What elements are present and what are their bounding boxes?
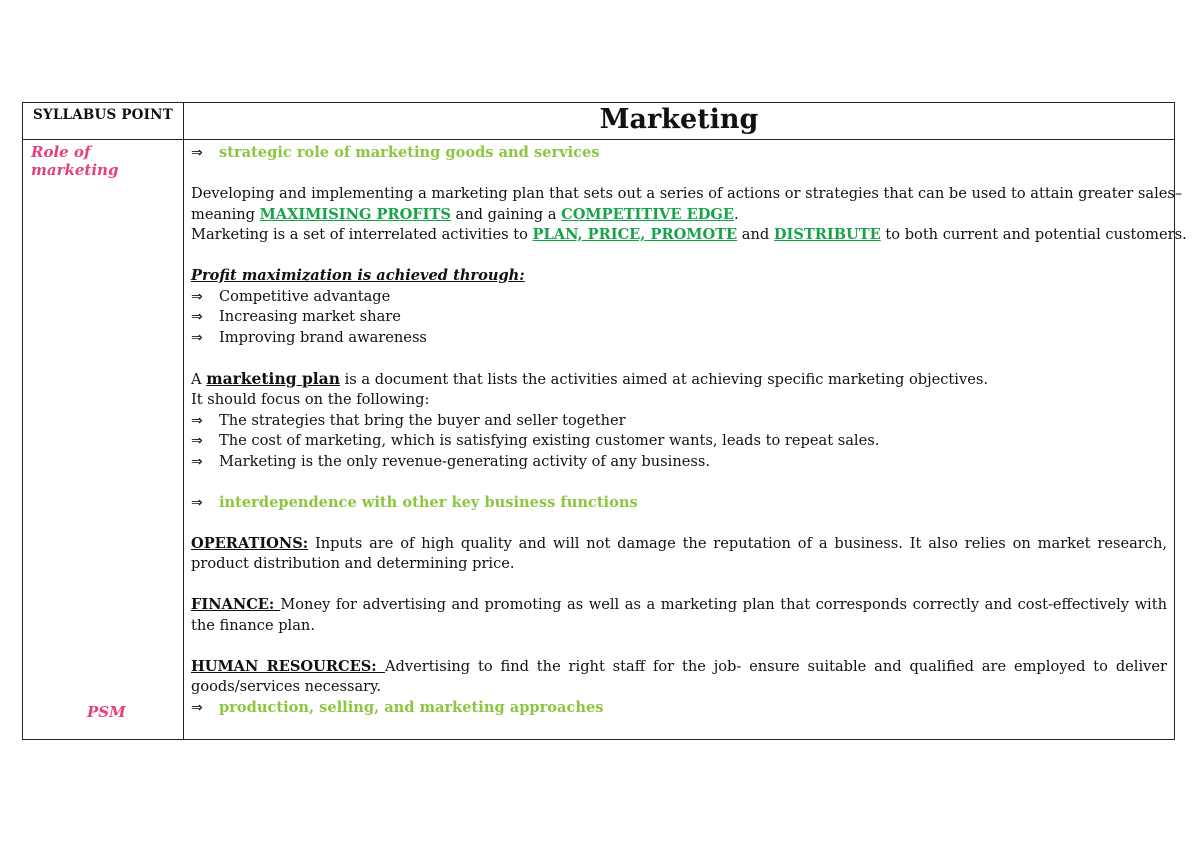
human-resources-label: HUMAN RESOURCES: [191,657,385,675]
paragraph-line [191,225,1187,246]
arrow-icon: ⇒ [191,453,203,470]
syllabus-point-header: SYLLABUS POINT [23,103,184,140]
operations-text: Inputs are of high quality and will not damage the reputation of a business. It also relies on market research, product distribution and determining price. [191,534,1167,572]
paragraph-line: Developing and implementing a marketing plan that sets out a series of actions or strategies that can be used to attain greater sales– [191,185,1183,202]
section-heading-approaches [191,698,1167,719]
list-item [191,452,1167,473]
list-item [191,287,1167,308]
arrow-icon: ⇒ [191,433,203,449]
list-item-text: The strategies that bring the buyer and seller together [219,411,626,429]
content-row [23,140,1175,740]
section-heading-text: interdependence with other key business functions [219,493,638,511]
finance-text: Money for advertising and promoting as well as a marketing plan that corresponds correctly and cost-effectively with the finance plan. [191,596,1167,634]
text-span: is a document that lists the activities aimed at achieving specific marketing objectives. [340,370,988,388]
list-item [191,411,1167,432]
arrow-icon: ⇒ [191,699,203,716]
finance-label: FINANCE: [191,596,281,613]
text-span: A [191,370,207,388]
marketing-plan-term: marketing plan [206,368,340,388]
highlight-term: COMPETITIVE EDGE [561,205,734,223]
highlight-term: MAXIMISING PROFITS [259,205,451,223]
header-row [23,103,1175,140]
list-item-text: Competitive advantage [219,287,391,305]
text-span: . [733,205,739,223]
section-heading-strategic-role [191,143,1167,164]
list-item [191,431,1167,452]
text-span: Marketing is a set of interrelated activities to [191,226,533,243]
operations-label: OPERATIONS: [191,534,309,552]
highlight-term: DISTRIBUTE [773,226,881,243]
page-title: Marketing [184,103,1175,140]
syllabus-point-psm: PSM [87,703,126,721]
text-span: to both current and potential customers. [880,226,1187,243]
syllabus-table [22,102,1187,740]
arrow-icon: ⇒ [191,145,203,161]
arrow-icon: ⇒ [191,329,203,346]
syllabus-point-role-of-marketing: Role of marketing [31,143,119,179]
syllabus-point-cell [23,140,184,740]
arrow-icon: ⇒ [191,412,203,429]
list-item-text: The cost of marketing, which is satisfying existing customer wants, leads to repeat sales. [219,432,880,449]
profit-heading [191,266,1167,287]
section-heading-interdependence [191,493,1167,514]
section-heading-text: strategic role of marketing goods and services [219,144,600,161]
arrow-icon: ⇒ [191,309,203,325]
paragraph-line [191,205,1167,226]
human-resources-text: Advertising to find the right staff for the job- ensure suitable and qualified are employed to deliver goods/services necessary. [191,657,1167,695]
highlight-term: PLAN, PRICE, PROMOTE [532,226,738,243]
arrow-icon: ⇒ [191,288,203,305]
list-item [191,328,1167,349]
list-item-text: Improving brand awareness [219,328,427,346]
human-resources-paragraph [191,657,1167,698]
text-span: meaning [191,205,260,223]
operations-paragraph [191,534,1167,575]
arrow-icon: ⇒ [191,494,203,511]
list-item [191,307,1167,328]
finance-paragraph [191,595,1167,636]
text-span: and [737,226,774,243]
paragraph-line [191,369,1167,391]
subheading-text: Profit maximization is achieved through: [191,267,525,284]
section-heading-text: production, selling, and marketing approaches [219,698,604,716]
paragraph-line: It should focus on the following: [191,391,430,408]
list-item-text: Marketing is the only revenue-generating activity of any business. [219,452,710,470]
content-cell [184,140,1187,740]
text-span: and gaining a [450,205,562,223]
list-item-text: Increasing market share [219,308,401,325]
